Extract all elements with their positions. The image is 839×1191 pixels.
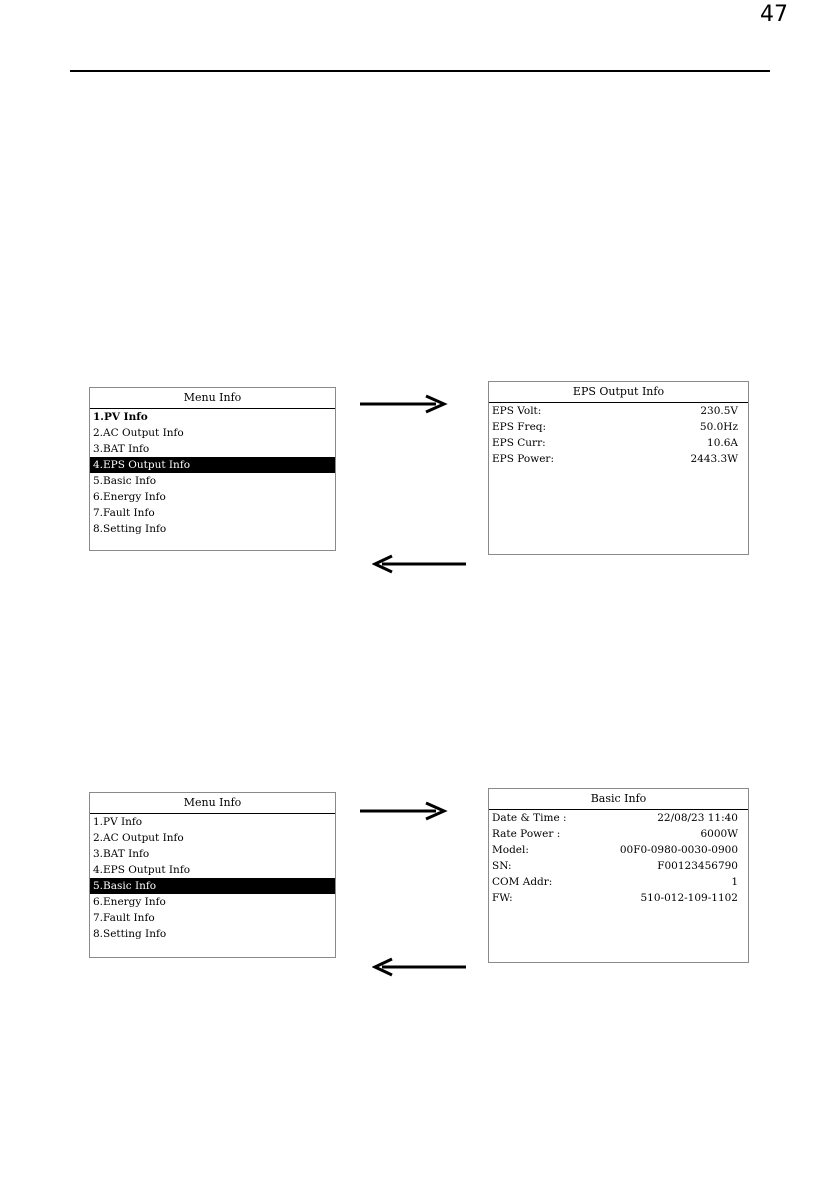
menu-item-basic[interactable]: 5.Basic Info xyxy=(93,475,157,487)
eps-curr-row xyxy=(489,435,748,451)
arrow-right-icon xyxy=(358,801,448,821)
menu-screen-bottom xyxy=(89,792,336,958)
row-label: COM Addr: xyxy=(492,876,553,888)
header-rule xyxy=(70,70,770,72)
menu-item-basic[interactable]: 5.Basic Info xyxy=(90,878,335,894)
detail-title: EPS Output Info xyxy=(489,382,748,403)
menu-title: Menu Info xyxy=(90,388,335,409)
row-value: 510-012-109-1102 xyxy=(640,892,738,904)
menu-item-energy[interactable]: 6.Energy Info xyxy=(93,491,166,503)
row-value: 00F0-0980-0030-0900 xyxy=(619,844,738,856)
menu-item-pv[interactable]: 1.PV Info xyxy=(93,411,148,423)
row-value: 50.0Hz xyxy=(699,421,738,433)
menu-item-setting[interactable]: 8.Setting Info xyxy=(93,928,167,940)
eps-output-screen xyxy=(488,381,749,555)
menu-item-eps-output[interactable]: 4.EPS Output Info xyxy=(93,864,191,876)
row-label: Model: xyxy=(492,844,529,856)
date-time-row xyxy=(489,810,748,826)
row-value: 1 xyxy=(731,876,738,888)
row-label: EPS Volt: xyxy=(492,405,542,417)
row-value: 230.5V xyxy=(700,405,738,417)
menu-item-bat[interactable]: 3.BAT Info xyxy=(93,443,150,455)
arrow-left-icon xyxy=(372,957,468,977)
menu-item-fault[interactable]: 7.Fault Info xyxy=(93,912,155,924)
rate-power-row xyxy=(489,826,748,842)
menu-item-pv[interactable]: 1.PV Info xyxy=(93,816,143,828)
menu-item-ac-output[interactable]: 2.AC Output Info xyxy=(93,427,184,439)
row-label: Date & Time : xyxy=(492,812,567,824)
com-addr-row xyxy=(489,874,748,890)
row-label: SN: xyxy=(492,860,512,872)
row-label: Rate Power : xyxy=(492,828,561,840)
fw-row xyxy=(489,890,748,906)
menu-item-setting[interactable]: 8.Setting Info xyxy=(93,523,167,535)
arrow-right-icon xyxy=(358,394,448,414)
sn-row xyxy=(489,858,748,874)
row-label: FW: xyxy=(492,892,513,904)
row-label: EPS Freq: xyxy=(492,421,547,433)
eps-freq-row xyxy=(489,419,748,435)
menu-title: Menu Info xyxy=(90,793,335,814)
row-label: EPS Power: xyxy=(492,453,554,465)
arrow-left-icon xyxy=(372,554,468,574)
row-label: EPS Curr: xyxy=(492,437,546,449)
detail-title: Basic Info xyxy=(489,789,748,810)
menu-screen-top xyxy=(89,387,336,551)
menu-item-bat[interactable]: 3.BAT Info xyxy=(93,848,150,860)
menu-list xyxy=(90,409,335,537)
menu-item-fault[interactable]: 7.Fault Info xyxy=(93,507,155,519)
row-value: 10.6A xyxy=(707,437,738,449)
row-value: 6000W xyxy=(700,828,738,840)
menu-item-energy[interactable]: 6.Energy Info xyxy=(93,896,166,908)
eps-power-row xyxy=(489,451,748,467)
menu-list xyxy=(90,814,335,942)
row-value: F00123456790 xyxy=(657,860,738,872)
eps-volt-row xyxy=(489,403,748,419)
page-number: 47 xyxy=(760,2,788,27)
row-value: 2443.3W xyxy=(690,453,738,465)
menu-item-ac-output[interactable]: 2.AC Output Info xyxy=(93,832,184,844)
row-value: 22/08/23 11:40 xyxy=(657,812,738,824)
model-row xyxy=(489,842,748,858)
menu-item-eps-output[interactable]: 4.EPS Output Info xyxy=(90,457,335,473)
basic-info-screen xyxy=(488,788,749,963)
